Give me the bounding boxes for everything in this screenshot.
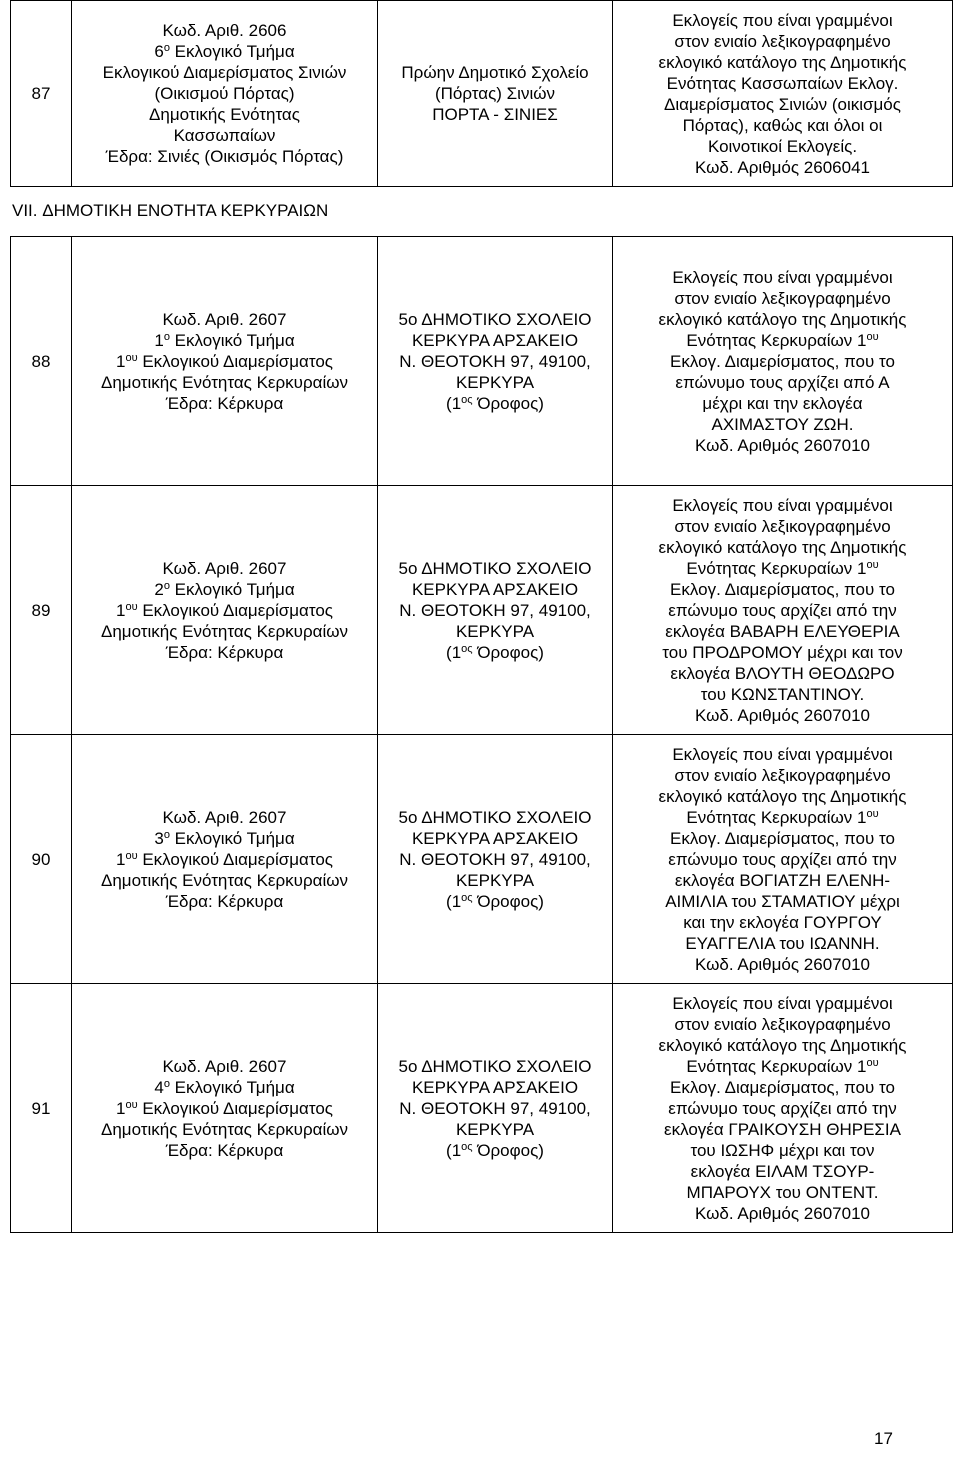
text-line: Έδρα: Σινιές (Οικισμός Πόρτας) xyxy=(105,147,344,166)
text-line: ($1^{o\varsigma}$ Όροφος) xyxy=(446,891,544,911)
text-line: επώνυμο τους αρχίζει από Α xyxy=(675,372,890,392)
text-line: $1^o$ Εκλογικό Τμήμα xyxy=(154,330,295,350)
text-line: Ν. ΘΕΟΤΟΚΗ 97, 49100, xyxy=(399,849,591,869)
text-line: εκλογέα ΕΙΛΑΜ ΤΣΟΥΡ- xyxy=(690,1161,875,1181)
text-line: Κωδ. Αριθ. 2607 xyxy=(162,1056,287,1076)
station-description xyxy=(72,237,378,486)
text-line: εκλογέα ΓΡΑΙΚΟΥΣΗ ΘΗΡΕΣΙΑ xyxy=(664,1119,901,1139)
text-line: Ενότητας Κασσωπαίων Εκλογ. xyxy=(666,73,899,93)
text-line: ΚΕΡΚΥΡΑ ΑΡΣΑΚΕΙΟ xyxy=(411,828,579,848)
text-line: Δημοτικής Ενότητας Κερκυραίων xyxy=(100,1119,349,1139)
station-address xyxy=(378,735,613,984)
polling-table-kerkyra xyxy=(10,236,953,1233)
text-line: Εκλογείς που είναι γραμμένοι xyxy=(672,993,893,1013)
text-line: $2^o$ Εκλογικό Τμήμα xyxy=(154,579,295,599)
text-line: $4^o$ Εκλογικό Τμήμα xyxy=(154,1077,295,1097)
text-line: Εκλογείς που είναι γραμμένοι xyxy=(672,10,893,30)
text-line: του ΠΡΟΔΡΟΜΟΥ μέχρι και τον xyxy=(662,642,903,662)
text-line: 5ο ΔΗΜΟΤΙΚΟ ΣΧΟΛΕΙΟ xyxy=(398,558,592,578)
text-line: Κωδ. Αριθμός 2606041 xyxy=(695,157,870,177)
text-line: του ΚΩΝΣΤΑΝΤΙΝΟΥ. xyxy=(700,684,865,704)
text-line: Κωδ. Αριθμός 2607010 xyxy=(695,954,870,974)
text-line: εκλογικό κατάλογο της Δημοτικής xyxy=(658,309,907,329)
table-row xyxy=(11,237,953,486)
station-number: 87 xyxy=(11,1,72,187)
text-line: Εκλογ. Διαμερίσματος, που το xyxy=(670,1077,895,1097)
text-line: Δημοτικής Ενότητας Κερκυραίων xyxy=(100,372,349,392)
text-line: Εκλογ. Διαμερίσματος, που το xyxy=(670,351,895,371)
text-line: Ενότητας Κερκυραίων $1^{o\upsilon}$ xyxy=(686,1056,879,1076)
station-number: 89 xyxy=(11,486,72,735)
station-number: 88 xyxy=(11,237,72,486)
text-line: 5ο ΔΗΜΟΤΙΚΟ ΣΧΟΛΕΙΟ xyxy=(398,309,592,329)
text-line: του ΙΩΣΗΦ μέχρι και τον xyxy=(690,1140,875,1160)
text-line: Διαμερίσματος Σινιών (οικισμός xyxy=(664,94,901,114)
text-line: Ενότητας Κερκυραίων $1^{o\upsilon}$ xyxy=(686,807,879,827)
section-title: VII. ΔΗΜΟΤΙΚΗ ΕΝΟΤΗΤΑ ΚΕΡΚΥΡΑΙΩΝ xyxy=(12,201,329,220)
voter-criteria xyxy=(613,735,953,984)
station-description xyxy=(72,735,378,984)
text-line: επώνυμο τους αρχίζει από την xyxy=(668,1098,897,1118)
text-line: ΑΧΙΜΑΣΤΟΥ ΖΩΗ. xyxy=(711,414,854,434)
polling-table-top xyxy=(10,0,953,187)
text-line: ΚΕΡΚΥΡΑ xyxy=(455,621,535,641)
text-line: ΚΕΡΚΥΡΑ xyxy=(455,1119,535,1139)
station-description xyxy=(72,1,378,187)
text-line: ΕΥΑΓΓΕΛΙΑ του ΙΩΑΝΝΗ. xyxy=(685,933,880,953)
text-line: Κωδ. Αριθμός 2607010 xyxy=(695,1203,870,1223)
text-line: ($1^{o\varsigma}$ Όροφος) xyxy=(446,642,544,662)
text-line: ($1^{o\varsigma}$ Όροφος) xyxy=(446,393,544,413)
text-line: Κωδ. Αριθ. 2607 xyxy=(162,807,287,827)
text-line: 5ο ΔΗΜΟΤΙΚΟ ΣΧΟΛΕΙΟ xyxy=(398,1056,592,1076)
table-row xyxy=(11,735,953,984)
voter-criteria xyxy=(613,486,953,735)
text-line: $3^o$ Εκλογικό Τμήμα xyxy=(154,828,295,848)
text-line: (Πόρτας) Σινιών xyxy=(434,84,556,103)
text-line: Ν. ΘΕΟΤΟΚΗ 97, 49100, xyxy=(399,600,591,620)
text-line: Κασσωπαίων xyxy=(173,126,276,145)
text-line: Έδρα: Κέρκυρα xyxy=(165,642,284,662)
text-line: Κωδ. Αριθ. 2607 xyxy=(162,558,287,578)
text-line: εκλογικό κατάλογο της Δημοτικής xyxy=(658,52,907,72)
text-line: Έδρα: Κέρκυρα xyxy=(165,1140,284,1160)
text-line: Κωδ. Αριθμός 2607010 xyxy=(695,435,870,455)
text-line: Εκλογ. Διαμερίσματος, που το xyxy=(670,579,895,599)
text-line: Ν. ΘΕΟΤΟΚΗ 97, 49100, xyxy=(399,1098,591,1118)
text-line: στον ενιαίο λεξικογραφημένο xyxy=(674,516,891,536)
text-line: μέχρι και την εκλογέα xyxy=(702,393,863,413)
text-line: $6^o$ Εκλογικό Τμήμα xyxy=(154,42,295,61)
text-line: εκλογέα ΒΛΟΥΤΗ ΘΕΟΔΩΡΟ xyxy=(670,663,895,683)
text-line: ΑΙΜΙΛΙΑ του ΣΤΑΜΑΤΙΟΥ μέχρι xyxy=(665,891,900,911)
text-line: $1^{o\upsilon}$ Εκλογικού Διαμερίσματος xyxy=(116,1098,333,1118)
text-line: στον ενιαίο λεξικογραφημένο xyxy=(674,765,891,785)
voter-criteria xyxy=(613,984,953,1233)
text-line: Ενότητας Κερκυραίων $1^{o\upsilon}$ xyxy=(686,330,879,350)
table-row xyxy=(11,984,953,1233)
text-line: στον ενιαίο λεξικογραφημένο xyxy=(674,31,891,51)
text-line: $1^{o\upsilon}$ Εκλογικού Διαμερίσματος xyxy=(116,849,333,869)
text-line: Έδρα: Κέρκυρα xyxy=(165,891,284,911)
station-address xyxy=(378,486,613,735)
voter-criteria xyxy=(613,237,953,486)
text-line: (Οικισμού Πόρτας) xyxy=(154,84,295,103)
text-line: στον ενιαίο λεξικογραφημένο xyxy=(674,288,891,308)
text-line: Εκλογείς που είναι γραμμένοι xyxy=(672,744,893,764)
text-line: Δημοτικής Ενότητας Κερκυραίων xyxy=(100,621,349,641)
text-line: Ενότητας Κερκυραίων $1^{o\upsilon}$ xyxy=(686,558,879,578)
page-number: 17 xyxy=(874,1429,893,1448)
text-line: Κωδ. Αριθ. 2607 xyxy=(162,309,287,329)
text-line: Ν. ΘΕΟΤΟΚΗ 97, 49100, xyxy=(399,351,591,371)
station-number: 91 xyxy=(11,984,72,1233)
text-line: εκλογικό κατάλογο της Δημοτικής xyxy=(658,537,907,557)
text-line: Εκλογείς που είναι γραμμένοι xyxy=(672,495,893,515)
text-line: ΚΕΡΚΥΡΑ ΑΡΣΑΚΕΙΟ xyxy=(411,1077,579,1097)
table-row xyxy=(11,1,953,187)
text-line: στον ενιαίο λεξικογραφημένο xyxy=(674,1014,891,1034)
text-line: και την εκλογέα ΓΟΥΡΓΟΥ xyxy=(683,912,882,932)
text-line: Πόρτας), καθώς και όλοι οι xyxy=(682,115,883,135)
text-line: Εκλογ. Διαμερίσματος, που το xyxy=(670,828,895,848)
station-address xyxy=(378,984,613,1233)
text-line: $1^{o\upsilon}$ Εκλογικού Διαμερίσματος xyxy=(116,351,333,371)
text-line: ΚΕΡΚΥΡΑ xyxy=(455,870,535,890)
station-description xyxy=(72,984,378,1233)
text-line: Κωδ. Αριθμός 2607010 xyxy=(695,705,870,725)
text-line: εκλογικό κατάλογο της Δημοτικής xyxy=(658,786,907,806)
text-line: εκλογέα ΒΟΓΙΑΤΖΗ ΕΛΕΝΗ- xyxy=(674,870,891,890)
text-line: ΠΟΡΤΑ - ΣΙΝΙΕΣ xyxy=(432,105,558,124)
text-line: εκλογέα ΒΑΒΑΡΗ ΕΛΕΥΘΕΡΙΑ xyxy=(665,621,900,641)
table-row xyxy=(11,486,953,735)
text-line: επώνυμο τους αρχίζει από την xyxy=(668,600,897,620)
text-line: ΚΕΡΚΥΡΑ ΑΡΣΑΚΕΙΟ xyxy=(411,330,579,350)
text-line: $1^{o\upsilon}$ Εκλογικού Διαμερίσματος xyxy=(116,600,333,620)
text-line: Δημοτικής Ενότητας Κερκυραίων xyxy=(100,870,349,890)
text-line: Εκλογικού Διαμερίσματος Σινιών xyxy=(102,63,347,82)
text-line: ($1^{o\varsigma}$ Όροφος) xyxy=(446,1140,544,1160)
text-line: Κοινοτικοί Εκλογείς. xyxy=(707,136,858,156)
text-line: ΚΕΡΚΥΡΑ ΑΡΣΑΚΕΙΟ xyxy=(411,579,579,599)
station-description xyxy=(72,486,378,735)
text-line: Πρώην Δημοτικό Σχολείο xyxy=(401,63,589,82)
station-address xyxy=(378,1,613,187)
text-line: εκλογικό κατάλογο της Δημοτικής xyxy=(658,1035,907,1055)
station-address xyxy=(378,237,613,486)
text-line: επώνυμο τους αρχίζει από την xyxy=(668,849,897,869)
text-line: ΜΠΑΡΟΥΧ του ΟΝΤΕΝΤ. xyxy=(686,1182,879,1202)
voter-criteria xyxy=(613,1,953,187)
text-line: Δημοτικής Ενότητας xyxy=(149,105,300,124)
text-line: Έδρα: Κέρκυρα xyxy=(165,393,284,413)
text-line: Εκλογείς που είναι γραμμένοι xyxy=(672,267,893,287)
text-line: 5ο ΔΗΜΟΤΙΚΟ ΣΧΟΛΕΙΟ xyxy=(398,807,592,827)
station-number: 90 xyxy=(11,735,72,984)
text-line: Κωδ. Αριθ. 2606 xyxy=(162,21,287,40)
text-line: ΚΕΡΚΥΡΑ xyxy=(455,372,535,392)
